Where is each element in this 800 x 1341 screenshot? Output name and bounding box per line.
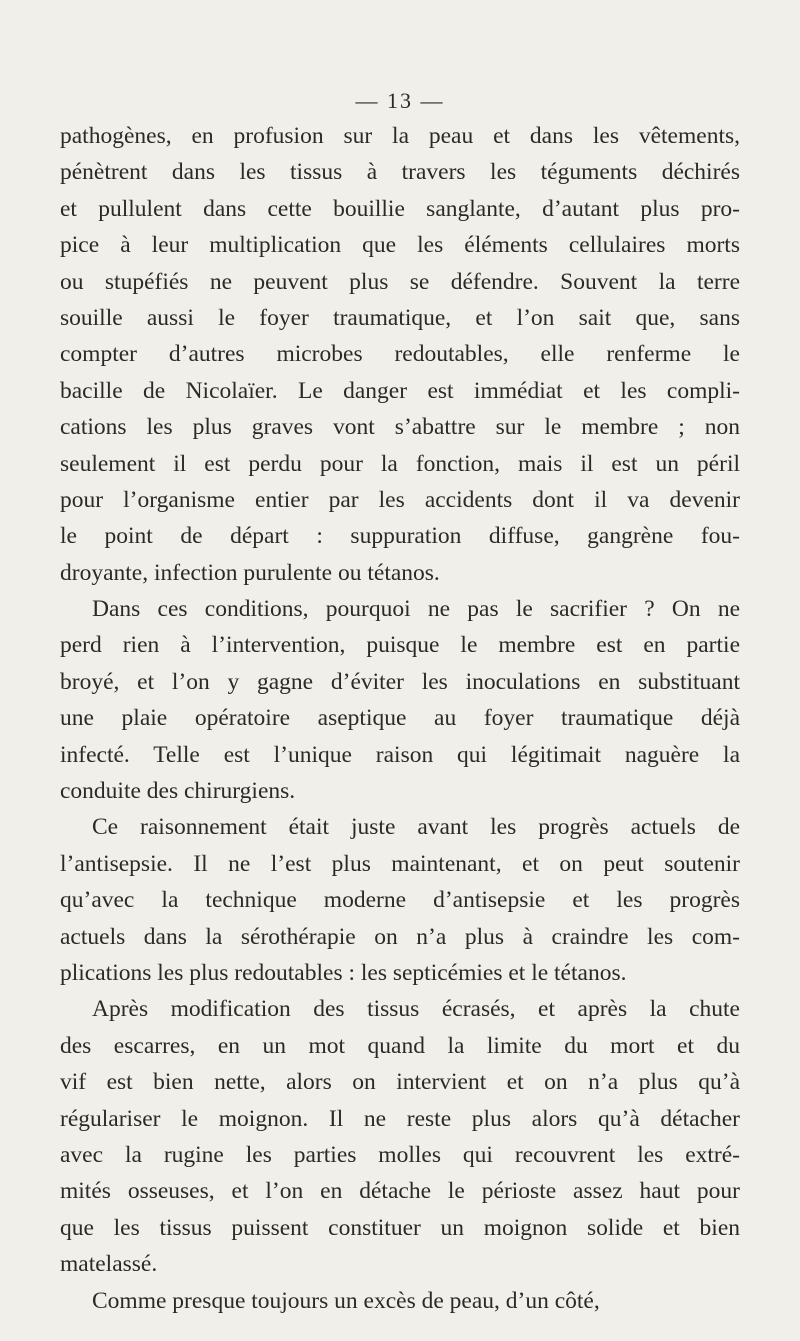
text-line: perd rien à l’intervention, puisque le membre est en partie (60, 632, 740, 659)
page-number: — 13 — (355, 88, 445, 113)
text-line: conduite des chirurgiens. (60, 778, 296, 805)
text-line: compter d’autres microbes redoutables, elle renferme le (60, 341, 740, 368)
text-line: qu’avec la technique moderne d’antisepsie et les progrès (60, 887, 740, 914)
text-line: que les tissus puissent constituer un moignon solide et bien (60, 1214, 740, 1241)
paragraph (60, 991, 740, 1282)
paragraph (60, 1283, 740, 1319)
text-line: une plaie opératoire aseptique au foyer traumatique déjà (60, 705, 740, 732)
text-line: plications les plus redoutables : les septicémies et le tétanos. (60, 959, 627, 986)
text-line: broyé, et l’on y gagne d’éviter les inoculations en substituant (60, 668, 740, 695)
text-line: Après modification des tissus écrasés, et après la chute (92, 996, 740, 1023)
text-line: seulement il est perdu pour la fonction, mais il est un péril (60, 450, 740, 477)
text-line: ou stupéfiés ne peuvent plus se défendre. Souvent la terre (60, 268, 740, 295)
text-line: pour l’organisme entier par les accidents dont il va devenir (60, 486, 740, 513)
text-line: et pullulent dans cette bouillie sanglante, d’autant plus pro- (60, 195, 740, 222)
text-line: régulariser le moignon. Il ne reste plus alors qu’à détacher (60, 1105, 740, 1132)
text-line: cations les plus graves vont s’abattre sur le membre ; non (60, 414, 740, 441)
text-line: vif est bien nette, alors on intervient et on n’a plus qu’à (60, 1069, 740, 1096)
text-line: Comme presque toujours un excès de peau, d’un côté, (92, 1287, 600, 1314)
text-line: actuels dans la sérothérapie on n’a plus à craindre les com- (60, 923, 740, 950)
text-line: pice à leur multiplication que les éléments cellulaires morts (60, 232, 740, 259)
text-line: Ce raisonnement était juste avant les progrès actuels de (92, 814, 740, 841)
text-line: l’antisepsie. Il ne l’est plus maintenant, et on peut soutenir (60, 850, 740, 877)
paragraph (60, 118, 740, 591)
text-line: bacille de Nicolaïer. Le danger est immédiat et les compli- (60, 377, 740, 404)
text-line: des escarres, en un mot quand la limite du mort et du (60, 1032, 740, 1059)
body-text (60, 118, 740, 1319)
paragraph (60, 809, 740, 991)
text-line: droyante, infection purulente ou tétanos. (60, 559, 440, 586)
text-line: souille aussi le foyer traumatique, et l’on sait que, sans (60, 304, 740, 331)
text-line: infecté. Telle est l’unique raison qui légitimait naguère la (60, 741, 740, 768)
text-line: pénètrent dans les tissus à travers les téguments déchirés (60, 159, 740, 186)
text-line: mités osseuses, et l’on en détache le périoste assez haut pour (60, 1178, 740, 1205)
text-line: pathogènes, en profusion sur la peau et dans les vêtements, (60, 123, 740, 149)
paragraph (60, 591, 740, 809)
text-line: le point de départ : suppuration diffuse, gangrène fou- (60, 523, 740, 550)
text-line: avec la rugine les parties molles qui recouvrent les extré- (60, 1141, 740, 1168)
text-line: Dans ces conditions, pourquoi ne pas le sacrifier ? On ne (92, 596, 740, 623)
text-line: matelassé. (60, 1251, 158, 1278)
